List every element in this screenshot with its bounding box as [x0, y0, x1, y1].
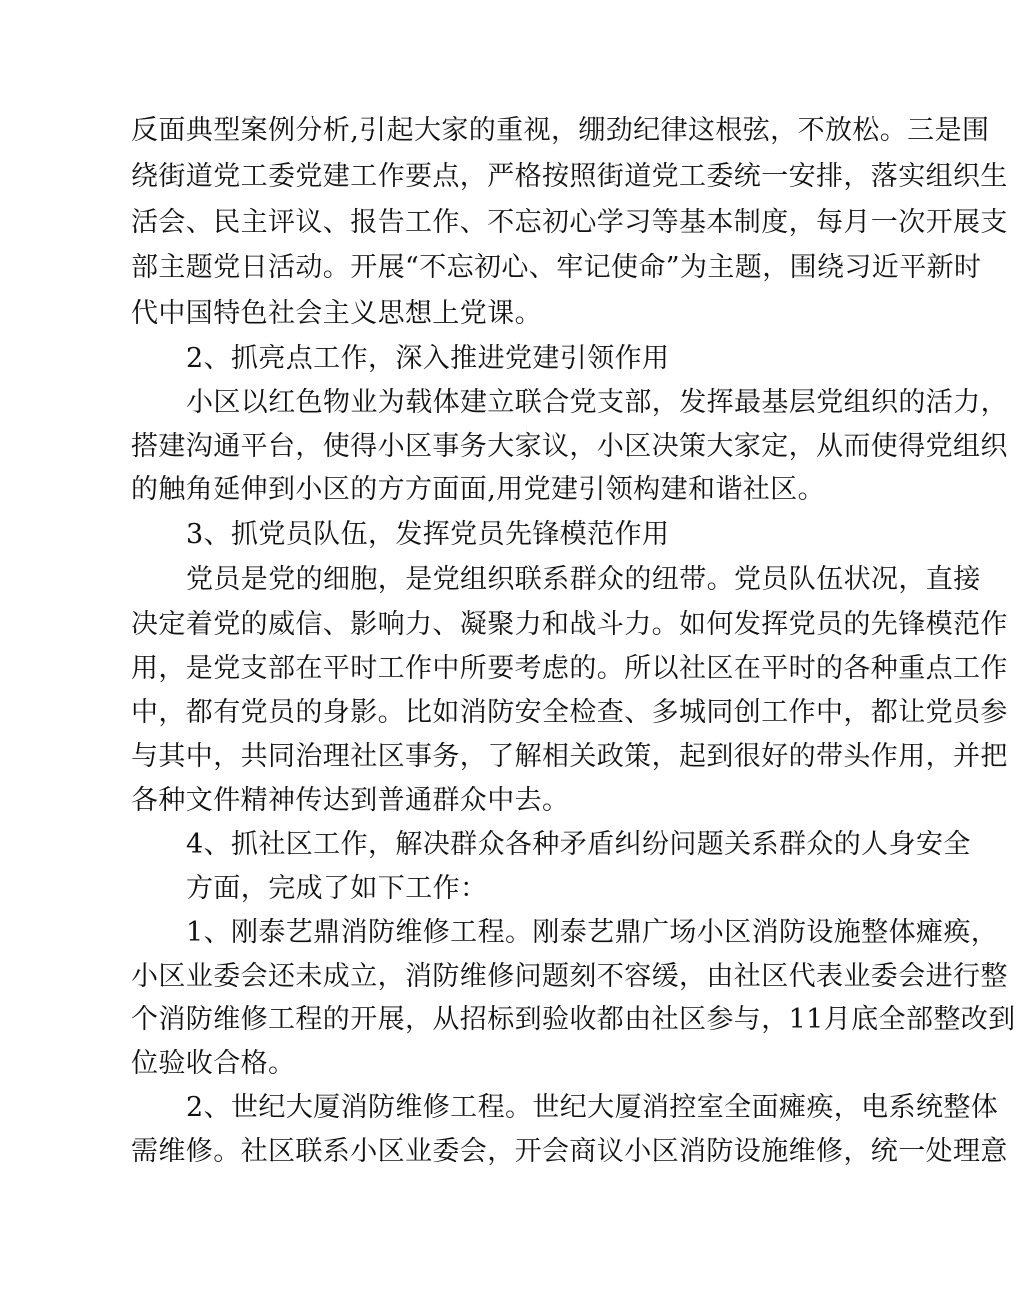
paragraph-line: 绕街道党工委党建工作要点，严格按照街道党工委统一安排，落实组织生: [131, 161, 1008, 192]
paragraph-line: 需维修。社区联系小区业委会，开会商议小区消防设施维修，统一处理意: [131, 1136, 1008, 1167]
paragraph-line: 方面，完成了如下工作：: [186, 873, 488, 904]
paragraph-line: 的触角延伸到小区的方方面面,用党建引领构建和谐社区。: [131, 474, 825, 505]
paragraph-line: 中，都有党员的身影。比如消防安全检查、多城同创工作中，都让党员参: [131, 697, 1008, 728]
paragraph-line: 2、世纪大厦消防维修工程。世纪大厦消控室全面瘫痪，电系统整体: [186, 1092, 999, 1123]
section-heading: 4、抓社区工作，解决群众各种矛盾纠纷问题关系群众的人身安全: [186, 829, 971, 860]
section-heading: 3、抓党员队伍，发挥党员先锋模范作用: [186, 519, 670, 550]
paragraph-line: 用，是党支部在平时工作中所要考虑的。所以社区在平时的各种重点工作: [131, 653, 1008, 684]
paragraph-line: 党员是党的细胞，是党组织联系群众的纽带。党员队伍状况，直接: [186, 564, 981, 595]
paragraph-line: 与其中，共同治理社区事务，了解相关政策，起到很好的带头作用，并把: [131, 741, 1008, 772]
paragraph-line: 小区业委会还未成立，消防维修问题刻不容缓，由社区代表业委会进行整: [131, 961, 1008, 992]
paragraph-line: 反面典型案例分析,引起大家的重视，绷劲纪律这根弦，不放松。三是围: [131, 115, 990, 146]
section-heading: 2、抓亮点工作，深入推进党建引领作用: [186, 343, 670, 374]
paragraph-line: 部主题党日活动。开展“不忘初心、牢记使命”为主题，围绕习近平新时: [131, 252, 982, 283]
paragraph-line: 搭建沟通平台，使得小区事务大家议，小区决策大家定，从而使得党组织: [131, 431, 1008, 462]
paragraph-line: 活会、民主评议、报告工作、不忘初心学习等基本制度，每月一次开展支: [131, 207, 1008, 238]
paragraph-line: 小区以红色物业为载体建立联合党支部，发挥最基层党组织的活力，: [186, 387, 1008, 418]
paragraph-line: 代中国特色社会主义思想上党课。: [131, 298, 542, 329]
paragraph-line: 位验收合格。: [131, 1048, 296, 1079]
paragraph-line: 个消防维修工程的开展，从招标到验收都由社区参与，11月底全部整改到: [131, 1004, 1016, 1035]
paragraph-line: 决定着党的威信、影响力、凝聚力和战斗力。如何发挥党员的先锋模范作: [131, 609, 1008, 640]
paragraph-line: 1、刚泰艺鼎消防维修工程。刚泰艺鼎广场小区消防设施整体瘫痪，: [186, 917, 999, 948]
paragraph-line: 各种文件精神传达到普通群众中去。: [131, 785, 570, 816]
